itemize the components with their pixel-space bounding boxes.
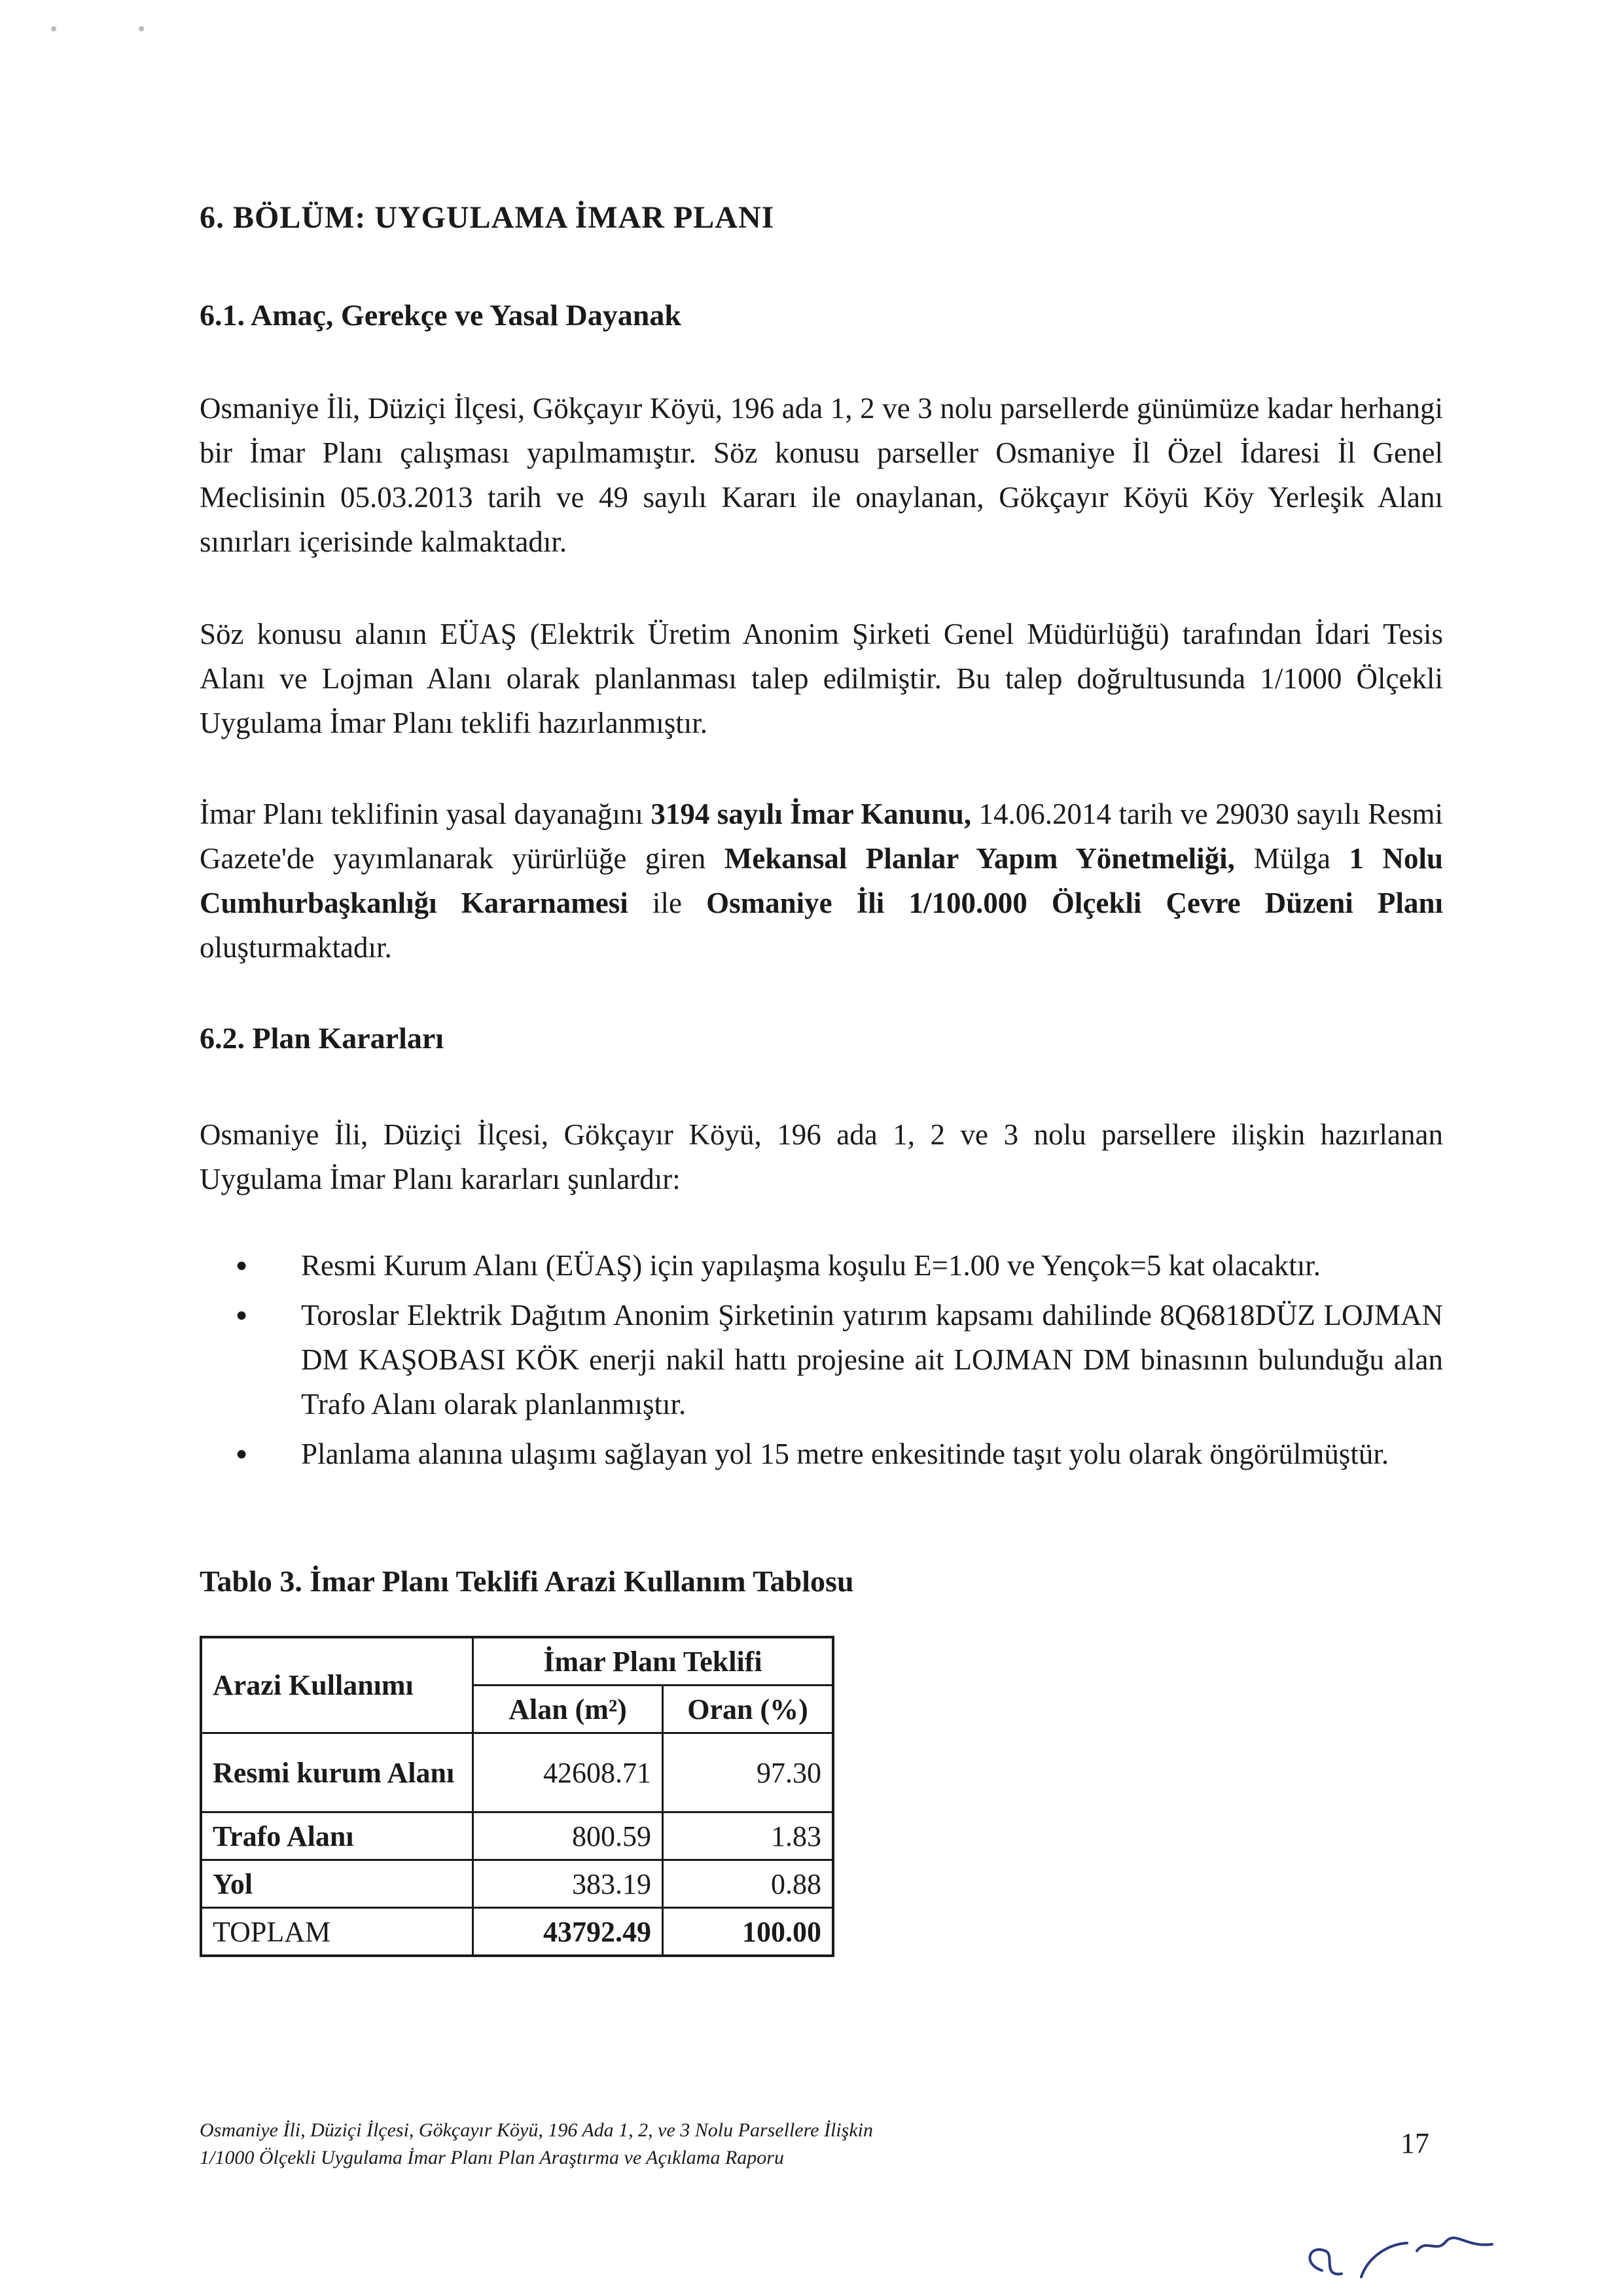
scan-mark [51, 26, 56, 31]
table-row [201, 1733, 833, 1812]
paragraph-1: Osmaniye İli, Düziçi İlçesi, Gökçayır Köyü, 196 ada 1, 2 ve 3 nolu parsellerde günümüze kadar herhangi bir İmar Planı çalışması yapılmamıştır. Söz konusu parseller Osmaniye İl Özel İdaresi İl Genel Meclisinin 05.03.2013 tarih ve 49 sayılı Kararı ile onaylanan, Gökçayır Köyü Köy Yerleşik Alanı sınırları içerisinde kalmaktadır. [200, 392, 1443, 558]
cell-ratio: 1.83 [663, 1812, 834, 1860]
table-row [201, 1860, 833, 1908]
footer-line: 1/1000 Ölçekli Uygulama İmar Planı Plan Araştırma ve Açıklama Raporu [200, 2147, 784, 2168]
list-item: ● Toroslar Elektrik Dağıtım Anonim Şirketinin yatırım kapsamı dahilinde 8Q6818DÜZ LOJMAN DM KAŞOBASI KÖK enerji nakil hattı projesine ait LOJMAN DM binasının bulunduğu alan Trafo Alanı olarak planlanmıştır. [236, 1293, 1443, 1426]
text-segment: Mülga [1234, 842, 1349, 875]
cell-total-ratio: 100.00 [663, 1908, 834, 1956]
table-total-row [201, 1908, 833, 1956]
paragraph-3 [200, 792, 1443, 970]
cell-area: 42608.71 [473, 1733, 663, 1812]
cell-total-area: 43792.49 [473, 1908, 663, 1956]
header-ratio: Oran (%) [663, 1686, 834, 1733]
table-header-row [201, 1637, 833, 1686]
scan-mark [139, 26, 144, 31]
bold-segment: Mekansal Planlar Yapım Yönetmeliği, [724, 842, 1235, 875]
table-caption: Tablo 3. İmar Planı Teklifi Arazi Kullanım Tablosu [200, 1564, 854, 1598]
bold-segment: 1 Nolu Cumhurbaşkanlığı Kararnamesi [200, 842, 1443, 919]
cell-land-use: Resmi kurum Alanı [201, 1733, 473, 1812]
page-footer [200, 2117, 873, 2172]
section-title-6-2: 6.2. Plan Kararları [200, 1021, 444, 1055]
signature-icon [1296, 2225, 1505, 2284]
text-segment: İmar Planı teklifinin yasal dayanağını [200, 798, 651, 830]
chapter-title: 6. BÖLÜM: UYGULAMA İMAR PLANI [200, 200, 775, 235]
cell-land-use: Yol [201, 1860, 473, 1908]
list-item: ● Resmi Kurum Alanı (EÜAŞ) için yapılaşma koşulu E=1.00 ve Yençok=5 kat olacaktır. [236, 1243, 1443, 1288]
header-plan-proposal: İmar Planı Teklifi [473, 1637, 834, 1686]
header-land-use: Arazi Kullanımı [201, 1637, 473, 1733]
text-segment: oluşturmaktadır. [200, 931, 392, 964]
bold-segment: Osmaniye İli 1/100.000 Ölçekli Çevre Düzeni Planı [706, 887, 1443, 919]
page-number: 17 [1400, 2127, 1429, 2159]
text-segment: 14.06.2014 tarih ve 29030 sayılı Resmi Gazete'de yayımlanarak yürürlüğe giren [200, 798, 1444, 875]
list-item: ● Planlama alanına ulaşımı sağlayan yol 15 metre enkesitinde taşıt yolu olarak öngörülmüştür. [236, 1432, 1443, 1476]
header-area: Alan (m²) [473, 1686, 663, 1733]
cell-land-use: Trafo Alanı [201, 1812, 473, 1860]
cell-total-label: TOPLAM [201, 1908, 473, 1956]
paragraph-4: Osmaniye İli, Düziçi İlçesi, Gökçayır Köyü, 196 ada 1, 2 ve 3 nolu parsellere ilişkin hazırlanan Uygulama İmar Planı kararları şunlardır: [200, 1118, 1443, 1195]
section-title-6-1: 6.1. Amaç, Gerekçe ve Yasal Dayanak [200, 298, 681, 332]
paragraph-2: Söz konusu alanın EÜAŞ (Elektrik Üretim Anonim Şirketi Genel Müdürlüğü) tarafından İdari Tesis Alanı ve Lojman Alanı olarak planlanması talep edilmiştir. Bu talep doğrultusunda 1/1000 Ölçekli Uygulama İmar Planı teklifi hazırlanmıştır. [200, 618, 1443, 739]
land-use-table [200, 1636, 834, 1957]
table-row [201, 1812, 833, 1860]
cell-ratio: 0.88 [663, 1860, 834, 1908]
plan-decisions-list [236, 1243, 1443, 1481]
text-segment: ile [628, 887, 707, 919]
bold-segment: 3194 sayılı İmar Kanunu, [651, 798, 972, 830]
cell-area: 800.59 [473, 1812, 663, 1860]
cell-ratio: 97.30 [663, 1733, 834, 1812]
footer-line: Osmaniye İli, Düziçi İlçesi, Gökçayır Köyü, 196 Ada 1, 2, ve 3 Nolu Parsellere İlişkin [200, 2119, 873, 2141]
cell-area: 383.19 [473, 1860, 663, 1908]
